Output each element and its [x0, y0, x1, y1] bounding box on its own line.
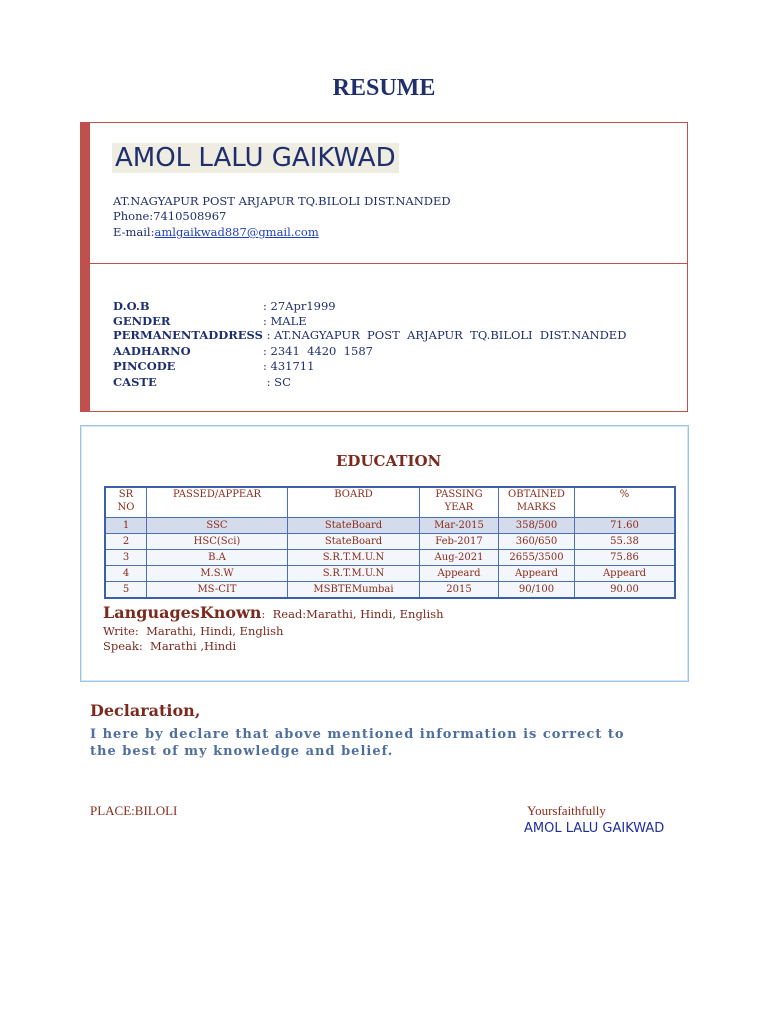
info-value: : 431711 [263, 359, 315, 373]
email-label: E-mail: [113, 225, 155, 239]
table-cell: Feb-2017 [420, 534, 499, 550]
table-cell: 90.00 [575, 582, 676, 599]
column-header: PASSED/APPEAR [147, 487, 288, 518]
education-table [104, 486, 676, 599]
languages-heading: LanguagesKnown [103, 603, 262, 622]
declaration-title: Declaration, [90, 701, 201, 720]
info-label: GENDER [113, 314, 171, 328]
column-header: BOARD [288, 487, 420, 518]
table-cell: Aug-2021 [420, 550, 499, 566]
table-cell: B.A [147, 550, 288, 566]
email-link[interactable]: amlgaikwad887@gmail.com [154, 225, 319, 239]
declaration-text: I here by declare that above mentioned information is correct to the best of my knowledge and belief. [90, 727, 625, 759]
languages-write: Write: Marathi, Hindi, English [103, 624, 284, 638]
column-header: SR NO [105, 487, 147, 518]
table-row [105, 518, 675, 534]
table-cell: 2655/3500 [499, 550, 575, 566]
table-cell: 90/100 [499, 582, 575, 599]
info-value: : SC [263, 375, 291, 389]
table-header-row [105, 487, 675, 518]
info-label: D.O.B [113, 299, 150, 313]
table-cell: 360/650 [499, 534, 575, 550]
table-cell: SSC [147, 518, 288, 534]
table-cell: StateBoard [288, 518, 420, 534]
divider [90, 263, 687, 264]
table-cell: Appeard [575, 566, 676, 582]
education-heading: EDUCATION [336, 452, 442, 470]
table-row [105, 534, 675, 550]
closing-text: Yoursfaithfully [527, 803, 606, 818]
table-cell: MS-CIT [147, 582, 288, 599]
table-cell: 2015 [420, 582, 499, 599]
candidate-name: AMOL LALU GAIKWAD [112, 143, 399, 173]
column-header: % [575, 487, 676, 518]
table-cell: 3 [105, 550, 147, 566]
column-header: PASSING YEAR [420, 487, 499, 518]
table-cell: S.R.T.M.U.N [288, 566, 420, 582]
info-label: CASTE [113, 375, 157, 389]
table-row [105, 582, 675, 599]
address-line: AT.NAGYAPUR POST ARJAPUR TQ.BILOLI DIST.NANDED [113, 194, 451, 208]
email-line [113, 225, 319, 239]
signature-name: AMOL LALU GAIKWAD [524, 821, 665, 836]
info-value: : MALE [263, 314, 307, 328]
table-cell: 71.60 [575, 518, 676, 534]
table-cell: 5 [105, 582, 147, 599]
table-cell: MSBTEMumbai [288, 582, 420, 599]
resume-title: RESUME [332, 75, 436, 101]
table-cell: 75.86 [575, 550, 676, 566]
info-value: : 2341 4420 1587 [263, 344, 373, 358]
column-header: OBTAINED MARKS [499, 487, 575, 518]
info-value: : 27Apr1999 [263, 299, 336, 313]
info-label: PINCODE [113, 359, 176, 373]
table-cell: StateBoard [288, 534, 420, 550]
table-cell: M.S.W [147, 566, 288, 582]
table-cell: 2 [105, 534, 147, 550]
table-cell: 1 [105, 518, 147, 534]
phone-line: Phone:7410508967 [113, 209, 227, 223]
languages-colon: : [261, 607, 266, 621]
info-value: : AT.NAGYAPUR POST ARJAPUR TQ.BILOLI DIST.NANDED [263, 328, 627, 342]
table-row [105, 566, 675, 582]
info-label: PERMANENTADDRESS [113, 328, 263, 342]
table-cell: Appeard [499, 566, 575, 582]
table-cell: Mar-2015 [420, 518, 499, 534]
place-label: PLACE:BILOLI [90, 803, 178, 818]
table-cell: 358/500 [499, 518, 575, 534]
languages-read-line [103, 603, 443, 622]
table-cell: 55.38 [575, 534, 676, 550]
table-cell: HSC(Sci) [147, 534, 288, 550]
languages-speak: Speak: Marathi ,Hindi [103, 639, 237, 653]
table-cell: 4 [105, 566, 147, 582]
info-label: AADHARNO [113, 344, 191, 358]
languages-read: Read:Marathi, Hindi, English [272, 607, 444, 621]
table-cell: S.R.T.M.U.N [288, 550, 420, 566]
accent-bar [81, 123, 90, 411]
table-row [105, 550, 675, 566]
table-cell: Appeard [420, 566, 499, 582]
